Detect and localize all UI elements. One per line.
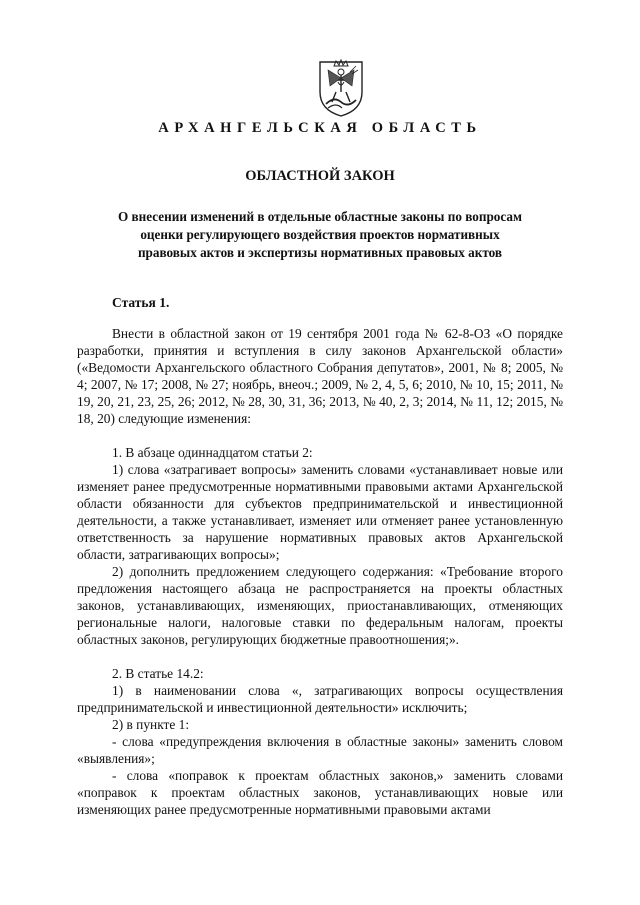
paragraph: - слова «поправок к проектам областных законов,» заменить словами «поправок к проектам областных законов, устанавливающих новые или изменяющих ранее предусмотренные нормативными правовыми актами (77, 768, 563, 817)
paragraph: - слова «предупреждения включения в областные законы» заменить словом «выявления»; (77, 734, 563, 766)
document-type: ОБЛАСТНОЙ ЗАКОН (245, 168, 395, 184)
paragraph: 1. В абзаце одиннадцатом статьи 2: (112, 445, 313, 460)
article-heading: Статья 1. (112, 295, 170, 310)
arkhangelsk-coat-of-arms-icon (316, 58, 366, 118)
paragraph: 2. В статье 14.2: (112, 666, 204, 681)
paragraph: 2) дополнить предложением следующего содержания: «Требование второго предложения настоящего абзаца не распространяется на проекты областных законов, устанавливающих, изменяющих, приостанавливающих, отменяющих региональные налоги, налоговые ставки по федеральным налогам, проекты областных законов, регулирующих бюджетные правоотношения;». (77, 564, 563, 647)
paragraph: 1) слова «затрагивает вопросы» заменить словами «устанавливает новые или изменяет ранее предусмотренные нормативными правовыми актами Архангельской области обязанности для субъектов предпринимательской и инвестиционной деятельности, а также устанавливает, изменяет или отменяет ранее установленную ответственность за нарушение нормативных правовых актов Архангельской области, затрагивающих вопросы»; (77, 462, 563, 562)
paragraph: 1) в наименовании слова «, затрагивающих вопросы осуществления предпринимательской и инвестиционной деятельности» исключить; (77, 683, 563, 715)
paragraph: Внести в областной закон от 19 сентября 2001 года № 62-8-ОЗ «О порядке разработки, принятия и вступления в силу законов Архангельской области» («Ведомости Архангельского областного Собрания депутатов», 2001, № 8; 2005, № 4; 2007, № 17; 2008, № 27; ноябрь, внеоч.; 2009, № 2, 4, 5, 6; 2010, № 10, 15; 2011, № 19, 20, 21, 23, 25, 26; 2012, № 28, 30, 31, 36; 2013, № 40, 2, 3; 2014, № 11, 12; 2015, № 18, 20) следующие изменения: (77, 326, 563, 426)
paragraph: 2) в пункте 1: (112, 717, 190, 732)
document-title: О внесении изменений в отдельные областные законы по вопросам оценки регулирующего воздействия проектов нормативных правовых актов и экспертизы нормативных правовых актов (118, 209, 522, 260)
region-name: АРХАНГЕЛЬСКАЯ ОБЛАСТЬ (158, 120, 482, 136)
article-body (77, 325, 563, 818)
